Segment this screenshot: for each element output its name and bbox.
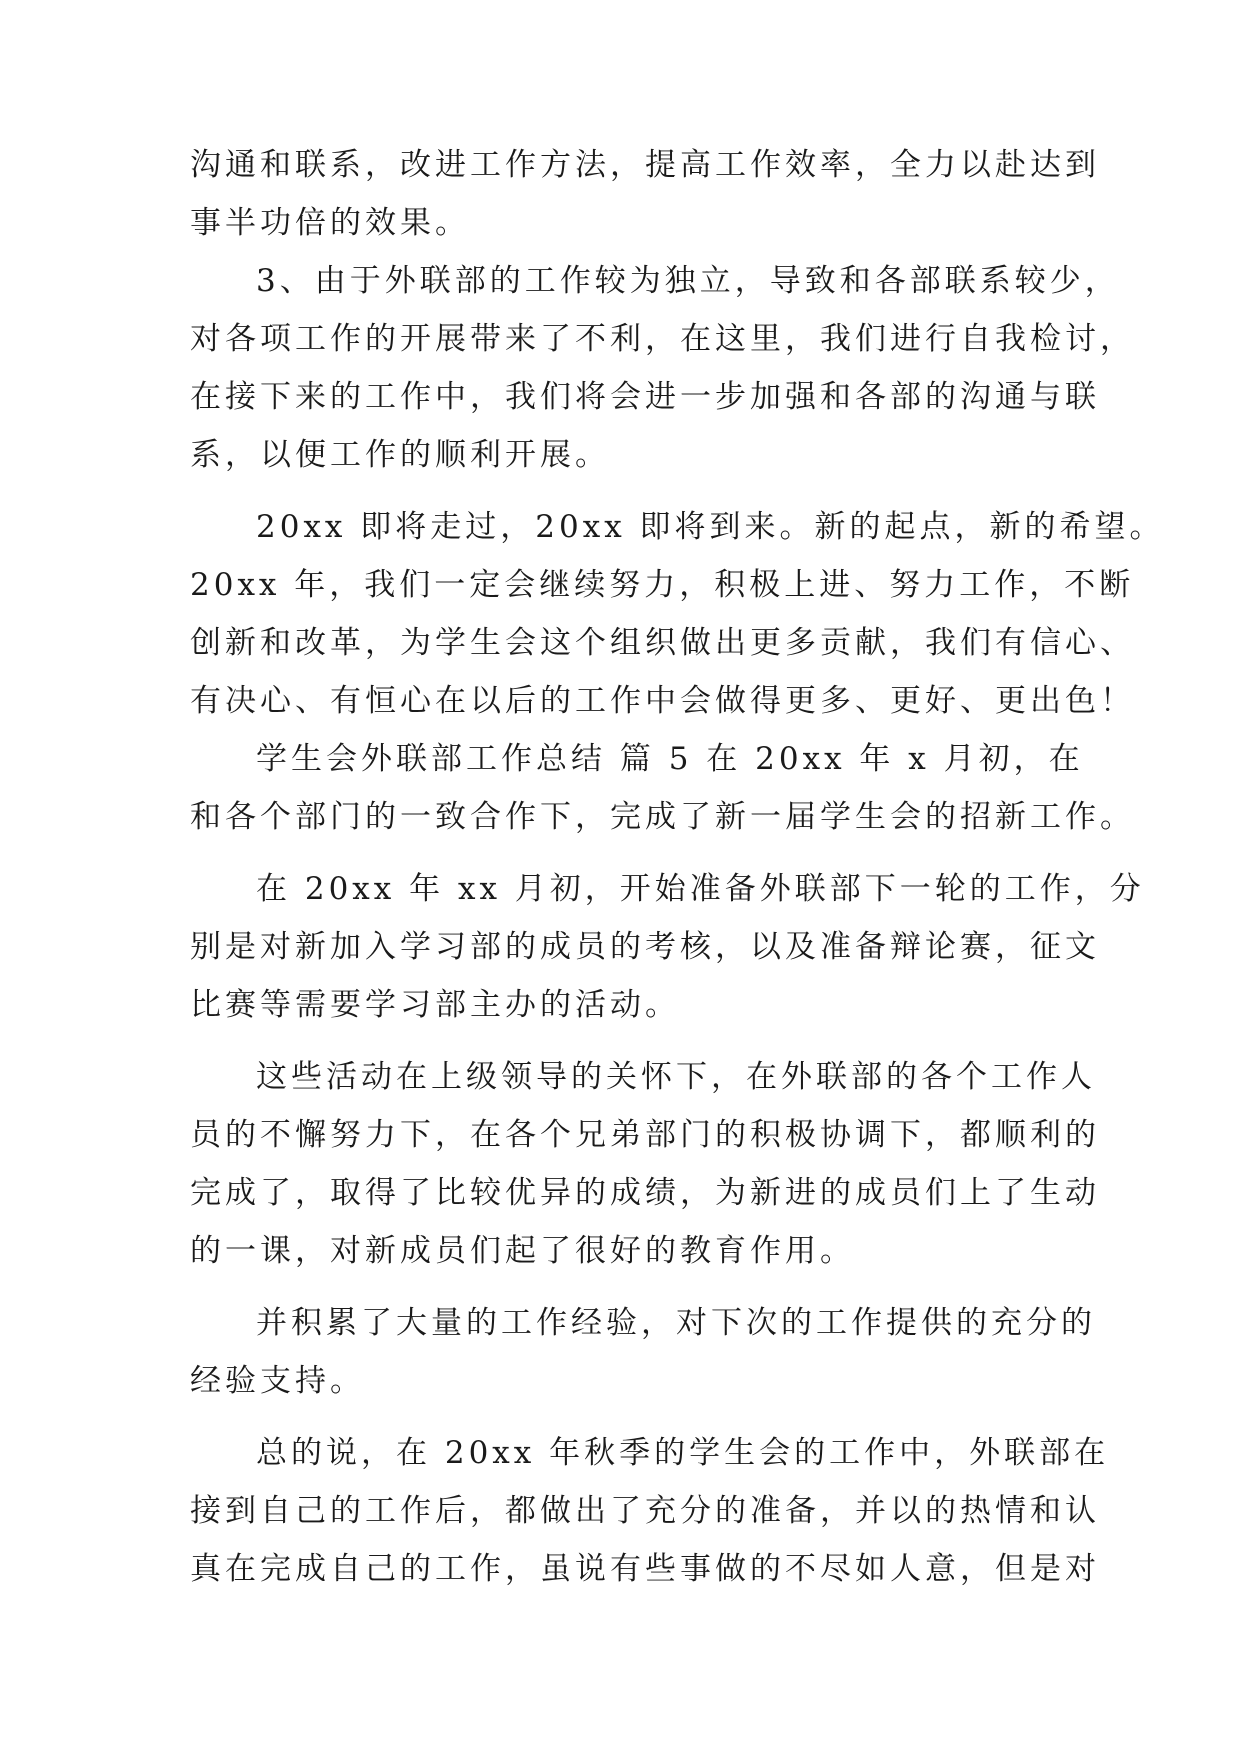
text-line: 和各个部门的一致合作下，完成了新一届学生会的招新工作。 — [190, 799, 1135, 835]
text-line: 3、由于外联部的工作较为独立，导致和各部联系较少， — [256, 263, 1120, 299]
text-line: 总的说，在 20xx 年秋季的学生会的工作中，外联部在 — [256, 1435, 1110, 1471]
text-line: 对各项工作的开展带来了不利，在这里，我们进行自我检讨， — [190, 321, 1135, 357]
section-heading-line: 学生会外联部工作总结 篇 5 在 20xx 年 x 月初，在 — [256, 741, 1084, 777]
text-line: 别是对新加入学习部的成员的考核，以及准备辩论赛，征文 — [190, 929, 1100, 965]
text-line: 真在完成自己的工作，虽说有些事做的不尽如人意，但是对 — [190, 1551, 1100, 1587]
text-line: 比赛等需要学习部主办的活动。 — [190, 987, 680, 1023]
text-line: 20xx 年，我们一定会继续努力，积极上进、努力工作，不断 — [190, 567, 1135, 603]
text-line: 经验支持。 — [190, 1363, 365, 1399]
text-line: 事半功倍的效果。 — [190, 205, 470, 241]
text-line: 在接下来的工作中，我们将会进一步加强和各部的沟通与联 — [190, 379, 1100, 415]
text-line: 20xx 即将走过，20xx 即将到来。新的起点，新的希望。 — [256, 509, 1165, 545]
text-line: 接到自己的工作后，都做出了充分的准备，并以的热情和认 — [190, 1493, 1100, 1529]
text-line: 有决心、有恒心在以后的工作中会做得更多、更好、更出色！ — [190, 683, 1135, 719]
text-line: 沟通和联系，改进工作方法，提高工作效率，全力以赴达到 — [190, 147, 1100, 183]
text-line: 员的不懈努力下，在各个兄弟部门的积极协调下，都顺利的 — [190, 1117, 1100, 1153]
text-line: 的一课，对新成员们起了很好的教育作用。 — [190, 1233, 855, 1269]
text-line: 并积累了大量的工作经验，对下次的工作提供的充分的 — [256, 1305, 1096, 1341]
text-line: 完成了，取得了比较优异的成绩，为新进的成员们上了生动 — [190, 1175, 1100, 1211]
text-line: 在 20xx 年 xx 月初，开始准备外联部下一轮的工作，分 — [256, 871, 1145, 907]
text-line: 创新和改革，为学生会这个组织做出更多贡献，我们有信心、 — [190, 625, 1135, 661]
text-line: 这些活动在上级领导的关怀下，在外联部的各个工作人 — [256, 1059, 1096, 1095]
text-line: 系，以便工作的顺利开展。 — [190, 437, 610, 473]
